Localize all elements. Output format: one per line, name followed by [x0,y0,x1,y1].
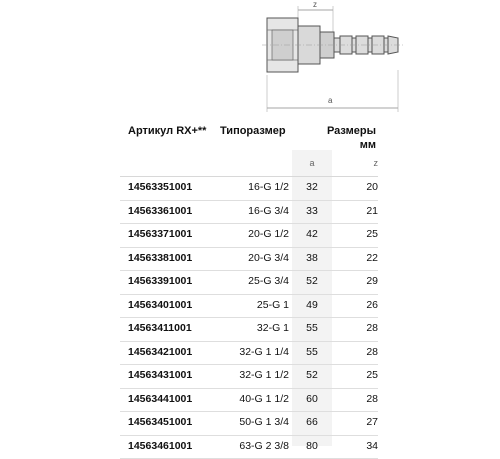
cell-a: 52 [292,275,332,287]
cell-article: 14563351001 [128,181,192,193]
cell-article: 14563371001 [128,228,192,240]
cell-a: 52 [292,369,332,381]
cell-size: 25-G 1 [216,299,289,311]
cell-article: 14563441001 [128,393,192,405]
cell-article: 14563391001 [128,275,192,287]
fitting-diagram [0,0,500,120]
table-row [0,295,500,319]
table-row [0,412,500,436]
cell-z: 28 [344,346,378,358]
cell-a: 55 [292,346,332,358]
cell-size: 20-G 1/2 [216,228,289,240]
cell-a: 38 [292,252,332,264]
cell-article: 14563401001 [128,299,192,311]
cell-size: 25-G 3/4 [216,275,289,287]
header-dimensions: Размеры [296,125,376,137]
cell-article: 14563431001 [128,369,192,381]
cell-a: 55 [292,322,332,334]
cell-a: 49 [292,299,332,311]
cell-size: 16-G 1/2 [216,181,289,193]
fitting-drawing [0,0,500,120]
z-dimension-label: z [313,0,317,9]
cell-z: 28 [344,393,378,405]
cell-z: 20 [344,181,378,193]
cell-z: 21 [344,205,378,217]
cell-article: 14563421001 [128,346,192,358]
cell-a: 60 [292,393,332,405]
cell-size: 50-G 1 3/4 [216,416,289,428]
table-row [0,365,500,389]
cell-z: 25 [344,369,378,381]
table-row [0,342,500,366]
cell-a: 80 [292,440,332,452]
cell-size: 16-G 3/4 [216,205,289,217]
cell-size: 20-G 3/4 [216,252,289,264]
a-dimension-label: a [328,96,332,105]
cell-z: 25 [344,228,378,240]
table-row [0,318,500,342]
cell-article: 14563461001 [128,440,192,452]
header-size: Типоразмер [220,125,286,137]
cell-article: 14563361001 [128,205,192,217]
cell-a: 32 [292,181,332,193]
cell-size: 32-G 1 [216,322,289,334]
cell-size: 40-G 1 1/2 [216,393,289,405]
cell-size: 32-G 1 1/2 [216,369,289,381]
header-dimensions-unit: мм [296,139,376,151]
cell-article: 14563381001 [128,252,192,264]
cell-z: 34 [344,440,378,452]
cell-a: 66 [292,416,332,428]
cell-size: 32-G 1 1/4 [216,346,289,358]
table-row [0,248,500,272]
cell-size: 63-G 2 3/8 [216,440,289,452]
table-row [0,201,500,225]
subheader-a: a [292,158,332,168]
cell-a: 33 [292,205,332,217]
table-row [0,177,500,201]
table-row [0,224,500,248]
cell-z: 29 [344,275,378,287]
table-row [0,436,500,459]
table-header [0,120,500,170]
cell-z: 27 [344,416,378,428]
subheader-z: z [352,158,378,168]
cell-article: 14563451001 [128,416,192,428]
table-row [0,389,500,413]
cell-a: 42 [292,228,332,240]
cell-z: 26 [344,299,378,311]
cell-article: 14563411001 [128,322,192,334]
table-row [0,271,500,295]
cell-z: 28 [344,322,378,334]
header-article: Артикул RX+** [128,125,206,137]
cell-z: 22 [344,252,378,264]
